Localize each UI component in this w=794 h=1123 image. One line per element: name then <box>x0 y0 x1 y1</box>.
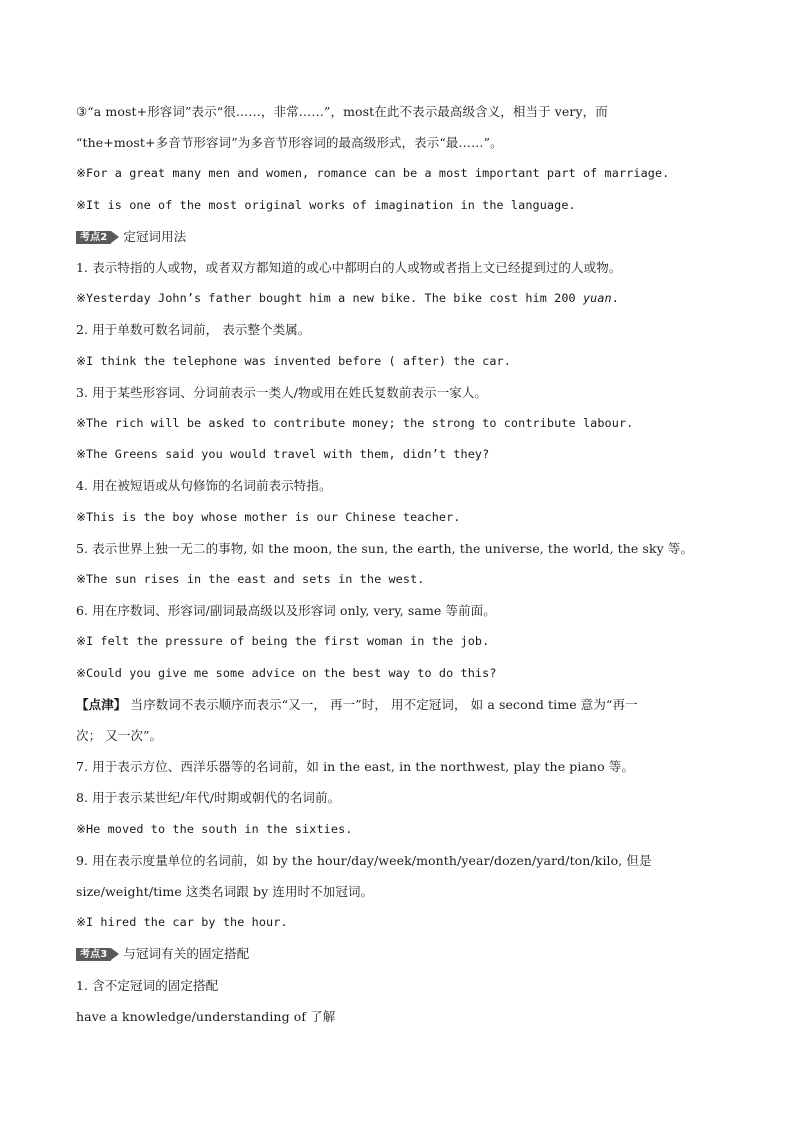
example-romance: ※For a great many men and women, romance can be a most important part of marriage. <box>76 166 670 181</box>
section-title-2: 定冠词用法 <box>123 228 187 244</box>
example-greens: ※The Greens said you would travel with them, didn’t they? <box>76 447 490 462</box>
rule-6-ordinals-superlatives: 6. 用在序数词、形容词/副词最高级以及形容词 only, very, same 等前面。 <box>76 603 496 619</box>
rule-most-adjective-2: “the+most+多音节形容词”为多音节形容词的最高级形式，表示“最……”。 <box>76 135 503 151</box>
phrase-have-a-knowledge: have a knowledge/understanding of 了解 <box>76 1008 336 1024</box>
rule-2-generic-class: 2. 用于单数可数名词前， 表示整个类属。 <box>76 322 311 338</box>
section-heading-2 <box>76 221 724 252</box>
example-hired-car: ※I hired the car by the hour. <box>76 915 288 930</box>
example-rich-strong: ※The rich will be asked to contribute money; the strong to contribute labour. <box>76 416 634 431</box>
example-sun-rises: ※The sun rises in the east and sets in the west. <box>76 572 425 587</box>
subsection-indefinite-phrases: 1. 含不定冠词的固定搭配 <box>76 977 219 993</box>
rule-9-units: 9. 用在表示度量单位的名词前，如 by the hour/day/week/month/year/dozen/yard/ton/kilo, 但是 <box>76 852 652 868</box>
rule-7-direction-instruments: 7. 用于表示方位、西洋乐器等的名词前，如 in the east, in the northwest, play the piano 等。 <box>76 759 635 775</box>
section-heading-3 <box>76 938 724 969</box>
rule-8-era: 8. 用于表示某世纪/年代/时期或朝代的名词前。 <box>76 790 341 806</box>
italic-word: yuan <box>582 291 612 306</box>
section-badge-2: 考点2 <box>76 231 111 244</box>
section-title-3: 与冠词有关的固定搭配 <box>123 946 250 962</box>
example-sixties: ※He moved to the south in the sixties. <box>76 821 353 836</box>
tip-note-continued: 次； 又一次”。 <box>76 728 163 744</box>
rule-9-units-continued: size/weight/time 这类名词跟 by 连用时不加冠词。 <box>76 884 374 900</box>
rule-5-unique-things: 5. 表示世界上独一无二的事物, 如 the moon, the sun, the earth, the universe, the world, the sky 等。 <box>76 540 694 556</box>
example-boy-teacher: ※This is the boy whose mother is our Chinese teacher. <box>76 509 461 524</box>
rule-1-specific-reference: 1. 表示特指的人或物，或者双方都知道的或心中都明白的人或物或者指上文已经提到过的人或物。 <box>76 260 622 276</box>
rule-most-adjective-1: ③“a most+形容词”表示“很……，非常……”，most在此不表示最高级含义，相当于 very，而 <box>76 104 608 119</box>
example-first-woman: ※I felt the pressure of being the first woman in the job. <box>76 634 490 649</box>
rule-3-adjective-group: 3. 用于某些形容词、分词前表示一类人/物或用在姓氏复数前表示一家人。 <box>76 384 488 400</box>
section-badge-3: 考点3 <box>76 948 111 961</box>
example-telephone: ※I think the telephone was invented before ( after) the car. <box>76 353 511 368</box>
example-original-works: ※It is one of the most original works of imagination in the language. <box>76 197 576 212</box>
example-john-bike: ※Yesterday John’s father bought him a new bike. The bike cost him 200 yuan. <box>76 291 619 306</box>
tip-label: 【点津】 <box>76 696 127 712</box>
example-best-way: ※Could you give me some advice on the best way to do this? <box>76 665 497 680</box>
tip-note: 【点津】 当序数词不表示顺序而表示“又一， 再一”时， 用不定冠词， 如 a second time 意为“再一 <box>76 696 638 712</box>
rule-4-modified-noun: 4. 用在被短语或从句修饰的名词前表示特指。 <box>76 478 332 494</box>
